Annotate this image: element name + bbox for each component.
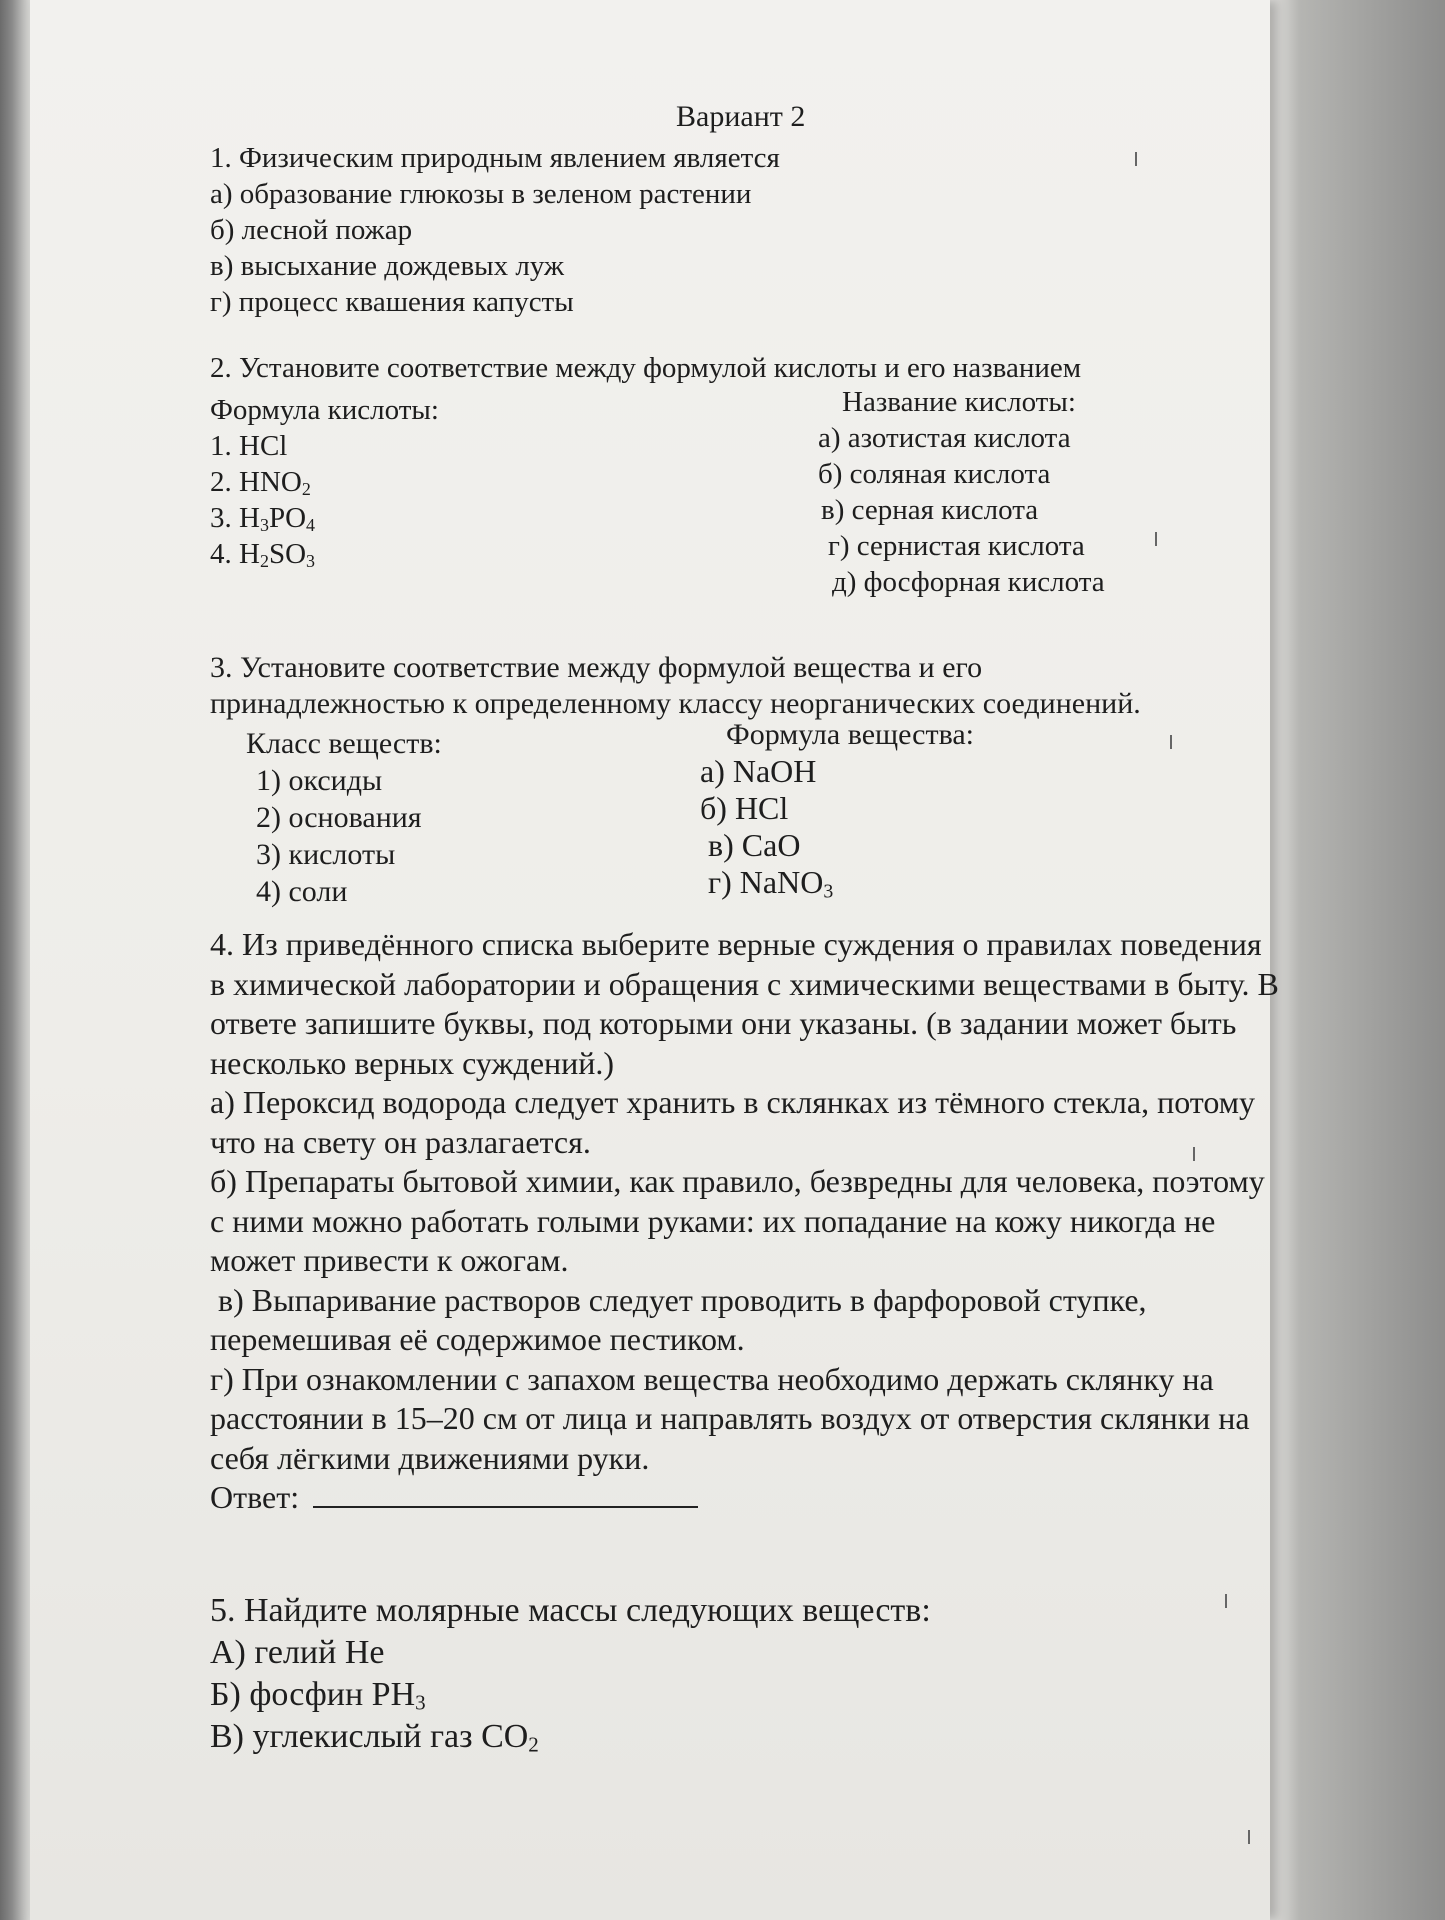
question-4-line-14: себя лёгкими движениями руки.	[210, 1439, 650, 1476]
pencil-mark	[1193, 1147, 1195, 1161]
question-2	[210, 350, 1081, 386]
question-1-option-g: г) процесс квашения капусты	[210, 286, 574, 318]
question-3-formula-b: б) HCl	[700, 790, 789, 826]
question-2-name-g: г) сернистая кислота	[828, 530, 1085, 562]
pencil-mark	[1248, 1830, 1250, 1844]
question-5-item-v: В) углекислый газ $CO_2$	[210, 1718, 539, 1757]
question-5-item-a: А) гелий He	[210, 1634, 385, 1671]
question-4-line-4: несколько верных суждений.)	[210, 1044, 615, 1081]
question-3-text-line-2: принадлежностью к определенному классу неорганических соединений.	[210, 687, 1141, 720]
question-1-option-v: в) высыхание дождевых луж	[210, 250, 565, 282]
question-3-text-line-1: 3. Установите соответствие между формулой вещества и его	[210, 651, 983, 684]
question-3-formula-v: в) CaO	[708, 827, 801, 863]
question-1	[210, 140, 780, 320]
question-3-left-header: Класс веществ:	[246, 727, 442, 760]
question-2-formula-3: 3. $H_3PO_4$	[210, 502, 315, 535]
question-4-answer	[210, 1478, 1279, 1518]
question-4	[210, 925, 1279, 1518]
question-4-line-7: б) Препараты бытовой химии, как правило, безвредны для человека, поэтому	[210, 1163, 1265, 1199]
question-3-formula-g: г) NaNO$_3$	[708, 864, 834, 903]
question-4-line-5: а) Пероксид водорода следует хранить в склянках из тёмного стекла, потому	[210, 1084, 1255, 1120]
question-4-line-2: в химической лаборатории и обращения с химическими веществами в быту. В	[210, 965, 1279, 1002]
answer-label: Ответ:	[210, 1479, 300, 1515]
question-5-text: 5. Найдите молярные массы следующих веществ:	[210, 1592, 931, 1629]
question-3-formulas	[700, 716, 974, 901]
question-3-class-3: 3) кислоты	[256, 838, 396, 871]
question-5	[210, 1590, 931, 1758]
question-2-formula-1: 1. HCl	[210, 430, 288, 462]
question-3	[210, 650, 1141, 722]
question-3-class-2: 2) основания	[256, 801, 422, 834]
question-2-formula-2: 2. $HNO_2$	[210, 466, 311, 499]
question-1-option-a: а) образование глюкозы в зеленом растении	[210, 178, 752, 210]
question-2-right-header: Название кислоты:	[842, 386, 1076, 418]
question-4-line-9: может привести к ожогам.	[210, 1242, 569, 1278]
question-4-line-8: с ними можно работать голыми руками: их попадание на кожу никогда не	[210, 1202, 1216, 1239]
question-3-formula-a: а) NaOH	[700, 753, 817, 789]
question-3-class-1: 1) оксиды	[256, 764, 383, 797]
question-4-line-13: расстоянии в 15–20 см от лица и направлять воздух от отверстия склянки на	[210, 1400, 1250, 1436]
question-1-text: 1. Физическим природным явлением является	[210, 142, 780, 174]
question-2-name-a: а) азотистая кислота	[818, 422, 1071, 454]
answer-blank[interactable]	[313, 1480, 698, 1508]
question-4-line-12: г) При ознакомлении с запахом вещества необходимо держать склянку на	[210, 1360, 1214, 1397]
question-3-class-4: 4) соли	[256, 875, 348, 908]
question-2-name-b: б) соляная кислота	[818, 458, 1051, 490]
question-2-text: 2. Установите соответствие между формулой кислоты и его названием	[210, 352, 1082, 384]
question-2-name-d: д) фосфорная кислота	[832, 566, 1105, 598]
pencil-mark	[1170, 735, 1172, 749]
question-4-line-11: перемешивая её содержимое пестиком.	[210, 1321, 745, 1357]
question-4-line-3: ответе запишите буквы, под которыми они указаны. (в задании может быть	[210, 1005, 1237, 1041]
question-4-line-1: 4. Из приведённого списка выберите верные суждения о правилах поведения	[210, 926, 1262, 962]
question-1-option-b: б) лесной пожар	[210, 214, 413, 246]
question-2-name-v: в) серная кислота	[821, 494, 1039, 526]
question-2-formulas	[210, 392, 439, 572]
question-5-item-b: Б) фосфин $PH_3$	[210, 1676, 426, 1715]
variant-title: Вариант 2	[676, 100, 806, 133]
question-4-line-6: что на свету он разлагается.	[210, 1123, 591, 1160]
question-3-classes	[246, 725, 442, 910]
pencil-mark	[1135, 152, 1137, 166]
question-3-right-header: Формула вещества:	[726, 718, 975, 751]
question-4-line-10: в) Выпаривание растворов следует проводить в фарфоровой ступке,	[210, 1281, 1147, 1318]
question-2-formula-4: 4. $H_2SO_3$	[210, 538, 315, 571]
pencil-mark	[1155, 532, 1157, 546]
pencil-mark	[1225, 1594, 1227, 1608]
question-2-left-header: Формула кислоты:	[210, 394, 439, 426]
question-2-names	[818, 384, 1105, 600]
